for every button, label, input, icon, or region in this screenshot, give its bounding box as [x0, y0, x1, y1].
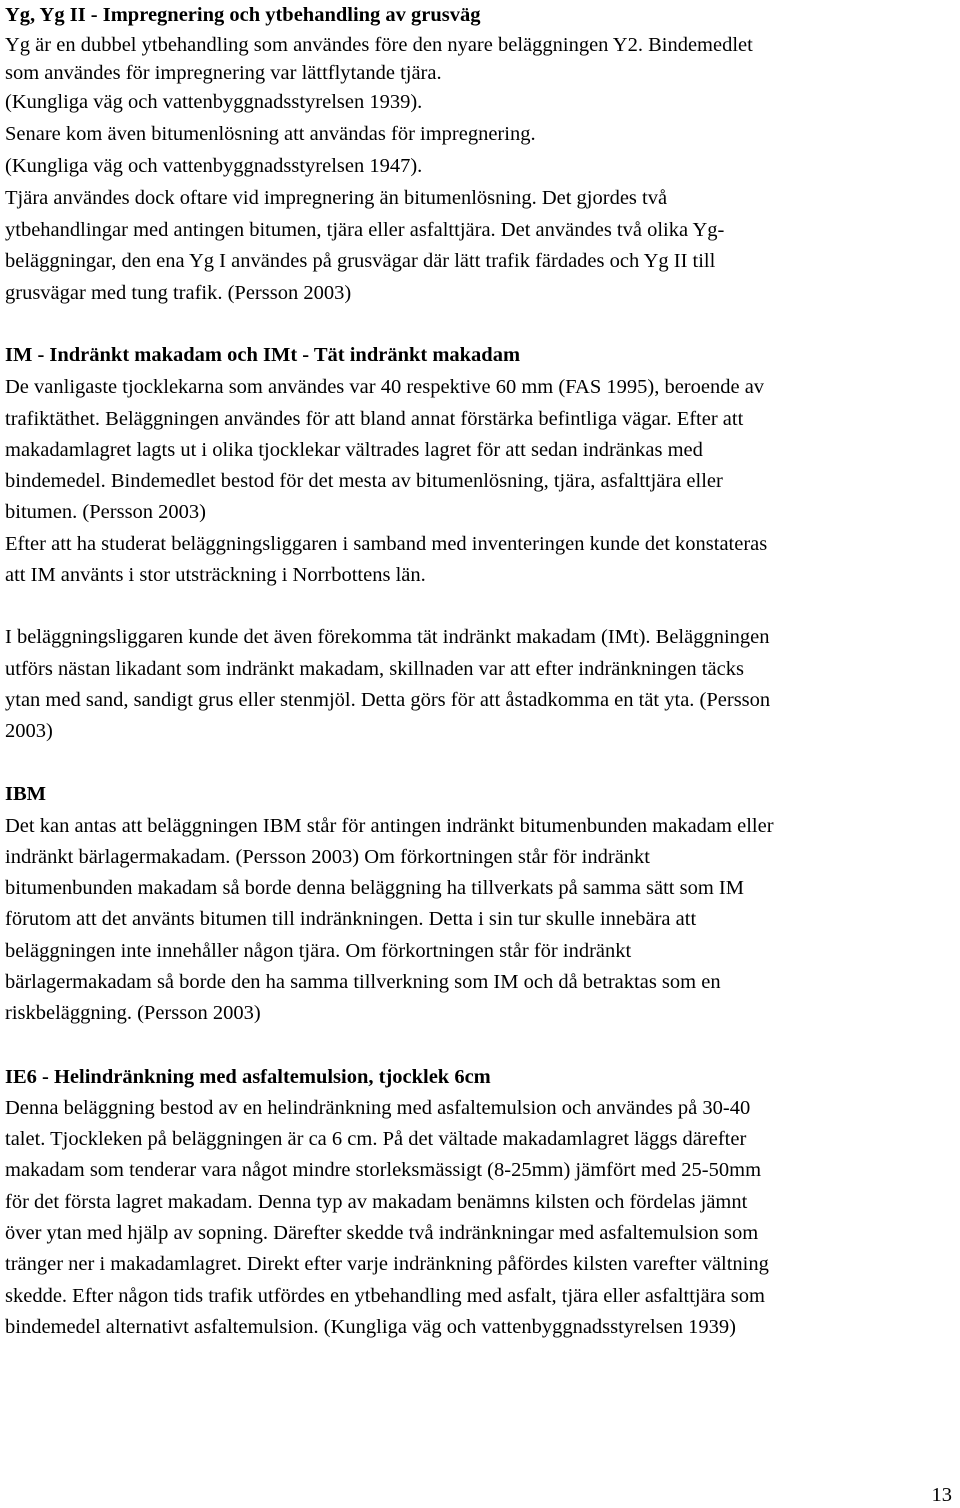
paragraph-line: förutom att det använts bitumen till indränkningen. Detta i sin tur skulle innebära att: [5, 908, 697, 930]
paragraph-line: I beläggningsliggaren kunde det även förekomma tät indränkt makadam (IMt). Beläggningen: [5, 626, 770, 648]
paragraph-line: bärlagermakadam så borde den ha samma tillverkning som IM och då betraktas som en: [5, 971, 721, 993]
paragraph-line: (Kungliga väg och vattenbyggnadsstyrelsen 1939).: [5, 91, 423, 113]
paragraph-line: riskbeläggning. (Persson 2003): [5, 1002, 261, 1024]
paragraph-line: för det första lagret makadam. Denna typ av makadam benämns kilsten och fördelas jämnt: [5, 1191, 748, 1213]
paragraph-line: Tjära användes dock oftare vid impregnering än bitumenlösning. Det gjordes två: [5, 187, 668, 209]
paragraph-line: Det kan antas att beläggningen IBM står för antingen indränkt bitumenbunden makadam eller: [5, 815, 774, 837]
paragraph-line: 2003): [5, 720, 53, 742]
paragraph-line: trafiktäthet. Beläggningen användes för att bland annat förstärka befintliga vägar. Efter att: [5, 408, 744, 430]
paragraph-line: ytbehandlingar med antingen bitumen, tjära eller asfalttjära. Det användes två olika Yg-: [5, 219, 725, 241]
section-heading-im: IM - Indränkt makadam och IMt - Tät indränkt makadam: [5, 344, 521, 366]
paragraph-line: ytan med sand, sandigt grus eller stenmjöl. Detta görs för att åstadkomma en tät yta. (Persson: [5, 689, 771, 711]
paragraph-line: De vanligaste tjocklekarna som användes var 40 respektive 60 mm (FAS 1995), beroende av: [5, 376, 765, 398]
paragraph-line: indränkt bärlagermakadam. (Persson 2003) Om förkortningen står för indränkt: [5, 846, 650, 868]
paragraph-line: makadamlagret lagts ut i olika tjocklekar vältrades lagret för att sedan indränkas med: [5, 439, 703, 461]
paragraph-line: Senare kom även bitumenlösning att användas för impregnering.: [5, 123, 536, 145]
paragraph-line: beläggningen inte innehåller någon tjära. Om förkortningen står för indränkt: [5, 940, 632, 962]
paragraph-line: att IM använts i stor utsträckning i Norrbottens län.: [5, 564, 426, 586]
paragraph-line: bindemedel. Bindemedlet bestod för det mesta av bitumenlösning, tjära, asfalttjära eller: [5, 470, 723, 492]
paragraph-line: över ytan med hjälp av sopning. Därefter skedde två indränkningar med asfaltemulsion som: [5, 1222, 759, 1244]
paragraph-line: Efter att ha studerat beläggningsliggaren i samband med inventeringen kunde det konstateras: [5, 533, 768, 555]
paragraph-line: talet. Tjockleken på beläggningen är ca 6 cm. På det vältade makadamlagret läggs därefter: [5, 1128, 747, 1150]
paragraph-line: (Kungliga väg och vattenbyggnadsstyrelsen 1947).: [5, 155, 423, 177]
section-heading-ibm: IBM: [5, 783, 46, 805]
page-number: 13: [931, 1484, 952, 1506]
paragraph-line: tränger ner i makadamlagret. Direkt efter varje indränkning påfördes kilsten varefter vältning: [5, 1253, 769, 1275]
paragraph-line: grusvägar med tung trafik. (Persson 2003): [5, 282, 352, 304]
paragraph-line: skedde. Efter någon tids trafik utfördes en ytbehandling med asfalt, tjära eller asfalttjära som: [5, 1285, 765, 1307]
paragraph-line: bitumenbunden makadam så borde denna beläggning ha tillverkats på samma sätt som IM: [5, 877, 744, 899]
paragraph-line: beläggningar, den ena Yg I användes på grusvägar där lätt trafik färdades och Yg II till: [5, 250, 716, 272]
section-heading-yg: Yg, Yg II - Impregnering och ytbehandling av grusväg: [5, 4, 481, 26]
paragraph-line: bindemedel alternativt asfaltemulsion. (Kungliga väg och vattenbyggnadsstyrelsen 1939): [5, 1316, 736, 1338]
paragraph-line: Yg är en dubbel ytbehandling som användes före den nyare beläggningen Y2. Bindemedlet: [5, 34, 753, 56]
paragraph-line: bitumen. (Persson 2003): [5, 501, 206, 523]
paragraph-line: utförs nästan likadant som indränkt makadam, skillnaden var att efter indränkningen täcks: [5, 658, 744, 680]
paragraph-line: Denna beläggning bestod av en helindränkning med asfaltemulsion och användes på 30-40: [5, 1097, 751, 1119]
paragraph-line: makadam som tenderar vara något mindre storleksmässigt (8-25mm) jämfört med 25-50mm: [5, 1159, 762, 1181]
paragraph-line: som användes för impregnering var lättflytande tjära.: [5, 62, 442, 84]
section-heading-ie6: IE6 - Helindränkning med asfaltemulsion, tjocklek 6cm: [5, 1066, 491, 1088]
